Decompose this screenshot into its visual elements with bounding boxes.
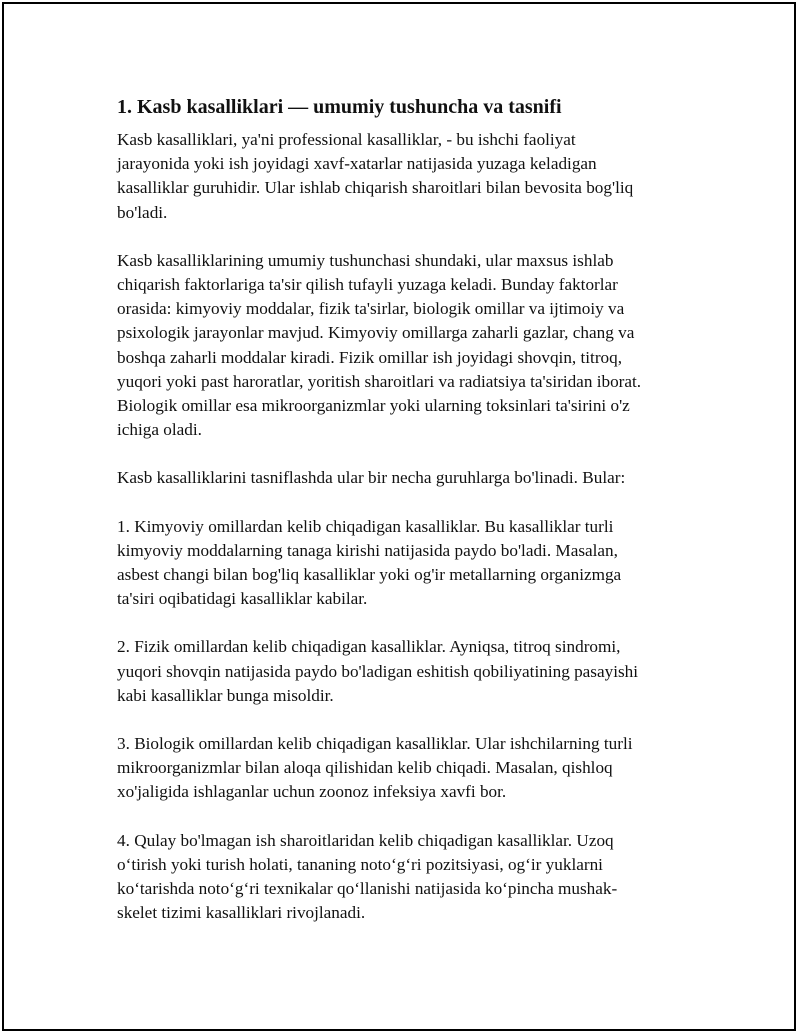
text-line: 3. Biologik omillardan kelib chiqadigan kasalliklar. Ular ishchilarning turli — [117, 734, 633, 754]
text-line: orasida: kimyoviy moddalar, fizik ta'sirlar, biologik omillar va ijtimoiy va — [117, 299, 625, 319]
text-line: skelet tizimi kasalliklari rivojlanadi. — [117, 903, 366, 923]
text-line: kasalliklar guruhidir. Ular ishlab chiqarish sharoitlari bilan bevosita bog'liq — [117, 178, 634, 198]
text-line: o‘tirish yoki turish holati, tananing noto‘g‘ri pozitsiyasi, og‘ir yuklarni — [117, 854, 603, 874]
text-line: ko‘tarishda noto‘g‘ri texnikalar qo‘llanishi natijasida ko‘pincha mushak- — [117, 879, 618, 899]
text-line: chiqarish faktorlariga ta'sir qilish tufayli yuzaga keladi. Bunday faktorlar — [117, 275, 618, 295]
text-line: Kasb kasalliklarining umumiy tushunchasi shundaki, ular maxsus ishlab — [117, 250, 614, 270]
text-line: jarayonida yoki ish joyidagi xavf-xatarlar natijasida yuzaga keladigan — [117, 154, 597, 174]
text-line: bo'ladi. — [117, 202, 168, 222]
text-line: Kasb kasalliklarini tasniflashda ular bir necha guruhlarga bo'linadi. Bular: — [117, 468, 626, 488]
text-line: mikroorganizmlar bilan aloqa qilishidan kelib chiqadi. Masalan, qishloq — [117, 758, 613, 778]
paragraph — [117, 829, 697, 926]
text-line: boshqa zaharli moddalar kiradi. Fizik omillar ish joyidagi shovqin, titroq, — [117, 347, 623, 367]
text-line: yuqori shovqin natijasida paydo bo'ladigan eshitish qobiliyatining pasayishi — [117, 661, 639, 681]
text-line: ta'siri oqibatidagi kasalliklar kabilar. — [117, 589, 368, 609]
text-line: kimyoviy moddalarning tanaga kirishi natijasida paydo bo'ladi. Masalan, — [117, 540, 618, 560]
text-line: Kasb kasalliklari, ya'ni professional kasalliklar, - bu ishchi faoliyat — [117, 130, 576, 149]
text-line: yuqori yoki past haroratlar, yoritish sharoitlari va radiatsiya ta'siridan iborat. — [117, 371, 642, 391]
text-line: ichiga oladi. — [117, 420, 202, 440]
text-line: 4. Qulay bo'lmagan ish sharoitlaridan kelib chiqadigan kasalliklar. Uzoq — [117, 830, 614, 850]
text-line: 2. Fizik omillardan kelib chiqadigan kasalliklar. Ayniqsa, titroq sindromi, — [117, 637, 621, 657]
text-line: 1. Kimyoviy omillardan kelib chiqadigan kasalliklar. Bu kasalliklar turli — [117, 516, 614, 536]
paragraph — [117, 466, 697, 490]
paragraph — [117, 732, 697, 805]
paragraph — [117, 635, 697, 708]
text-line: xo'jaligida ishlaganlar uchun zoonoz infeksiya xavfi bor. — [117, 782, 507, 802]
text-line: kabi kasalliklar bunga misoldir. — [117, 685, 334, 705]
section-heading: 1. Kasb kasalliklari — umumiy tushuncha va tasnifi — [117, 96, 562, 118]
paragraph — [117, 515, 697, 612]
document-body — [117, 93, 697, 949]
paragraph-list — [117, 128, 697, 925]
paragraph — [117, 249, 697, 443]
paragraph — [117, 128, 697, 225]
text-line: psixologik jarayonlar mavjud. Kimyoviy omillarga zaharli gazlar, chang va — [117, 323, 635, 343]
text-line: asbest changi bilan bog'liq kasalliklar yoki og'ir metallarning organizmga — [117, 565, 622, 585]
text-line: Biologik omillar esa mikroorganizmlar yoki ularning toksinlari ta'sirini o'z — [117, 396, 630, 416]
